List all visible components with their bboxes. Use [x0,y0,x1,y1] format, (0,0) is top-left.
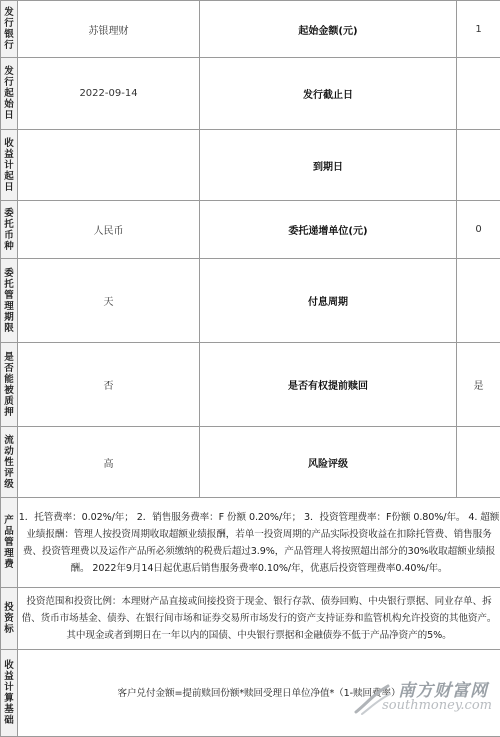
row-value [18,130,200,201]
table-row [1,427,500,498]
row-value: 高 [18,427,200,498]
row-value-2 [457,259,500,343]
table-row [1,130,500,201]
basis-text: 客户兑付金额=提前赎回份额*赎回受理日单位净值*（1-赎回费率） [18,650,500,737]
table-row [1,58,500,130]
row-value: 人民币 [18,201,200,259]
row-value-2 [457,427,500,498]
row-value-2: 1 [457,1,500,58]
fees-label: 产品管理费 [1,498,18,588]
watermark-en: southmoney.com [382,698,492,713]
row-value: 苏银理财 [18,1,200,58]
fees-text: 1．托管费率：0.02%/年； 2．销售服务费率：F 份额 0.20%/年； 3．投资管理费率：F份额 0.80%/年。 4. 超额业绩报酬：管理人按投资周期收取超额业绩报酬，若单一投资周期的产品实际投资收益在扣除托管费、销售服务费、投资管理费以及运作产品所必须缴纳的税费后超过3.9%，产品管理人将按照超出部分的30%收取超额业绩报酬。 2022年9月14日起优惠后销售服务费率0.10%/年，优惠后投资管理费率0.40%/年。 [18,498,500,588]
row-label: 发行起始日 [1,58,18,130]
row-value-2 [457,130,500,201]
row-label: 是否能被质押 [1,343,18,427]
table-row [1,343,500,427]
row-value-2: 0 [457,201,500,259]
row-key: 起始金额(元) [200,1,457,58]
row-label: 流动性评级 [1,427,18,498]
row-label: 收益计起日 [1,130,18,201]
row-value: 2022-09-14 [18,58,200,130]
row-key: 发行截止日 [200,58,457,130]
invest-text: 投资范围和投资比例：本理财产品直接或间接投资于现金、银行存款、债券回购、中央银行票据、同业存单、拆借、货币市场基金、债券、在银行间市场和证券交易所市场发行的资产支持证券和监管机构允许投资的其他资产。其中现金或者到期日在一年以内的国债、中央银行票据和金融债券不低于产品净资产的5%。 [18,588,500,650]
row-label: 委托币种 [1,201,18,259]
row-value-2 [457,58,500,130]
row-label: 发行银行 [1,1,18,58]
row-value-2: 是 [457,343,500,427]
basis-label: 收益计算基础 [1,650,18,737]
table-row [1,650,500,737]
row-value: 否 [18,343,200,427]
invest-label: 投资标 [1,588,18,650]
table-row [1,259,500,343]
table-row [1,498,500,588]
table-row [1,588,500,650]
row-label: 委托管理期限 [1,259,18,343]
table-row [1,1,500,58]
row-key: 是否有权提前赎回 [200,343,457,427]
table-row [1,201,500,259]
row-key: 风险评级 [200,427,457,498]
row-key: 付息周期 [200,259,457,343]
watermark-cn: 南方财富网 [398,676,488,701]
row-key: 委托递增单位(元) [200,201,457,259]
row-value: 天 [18,259,200,343]
row-key: 到期日 [200,130,457,201]
